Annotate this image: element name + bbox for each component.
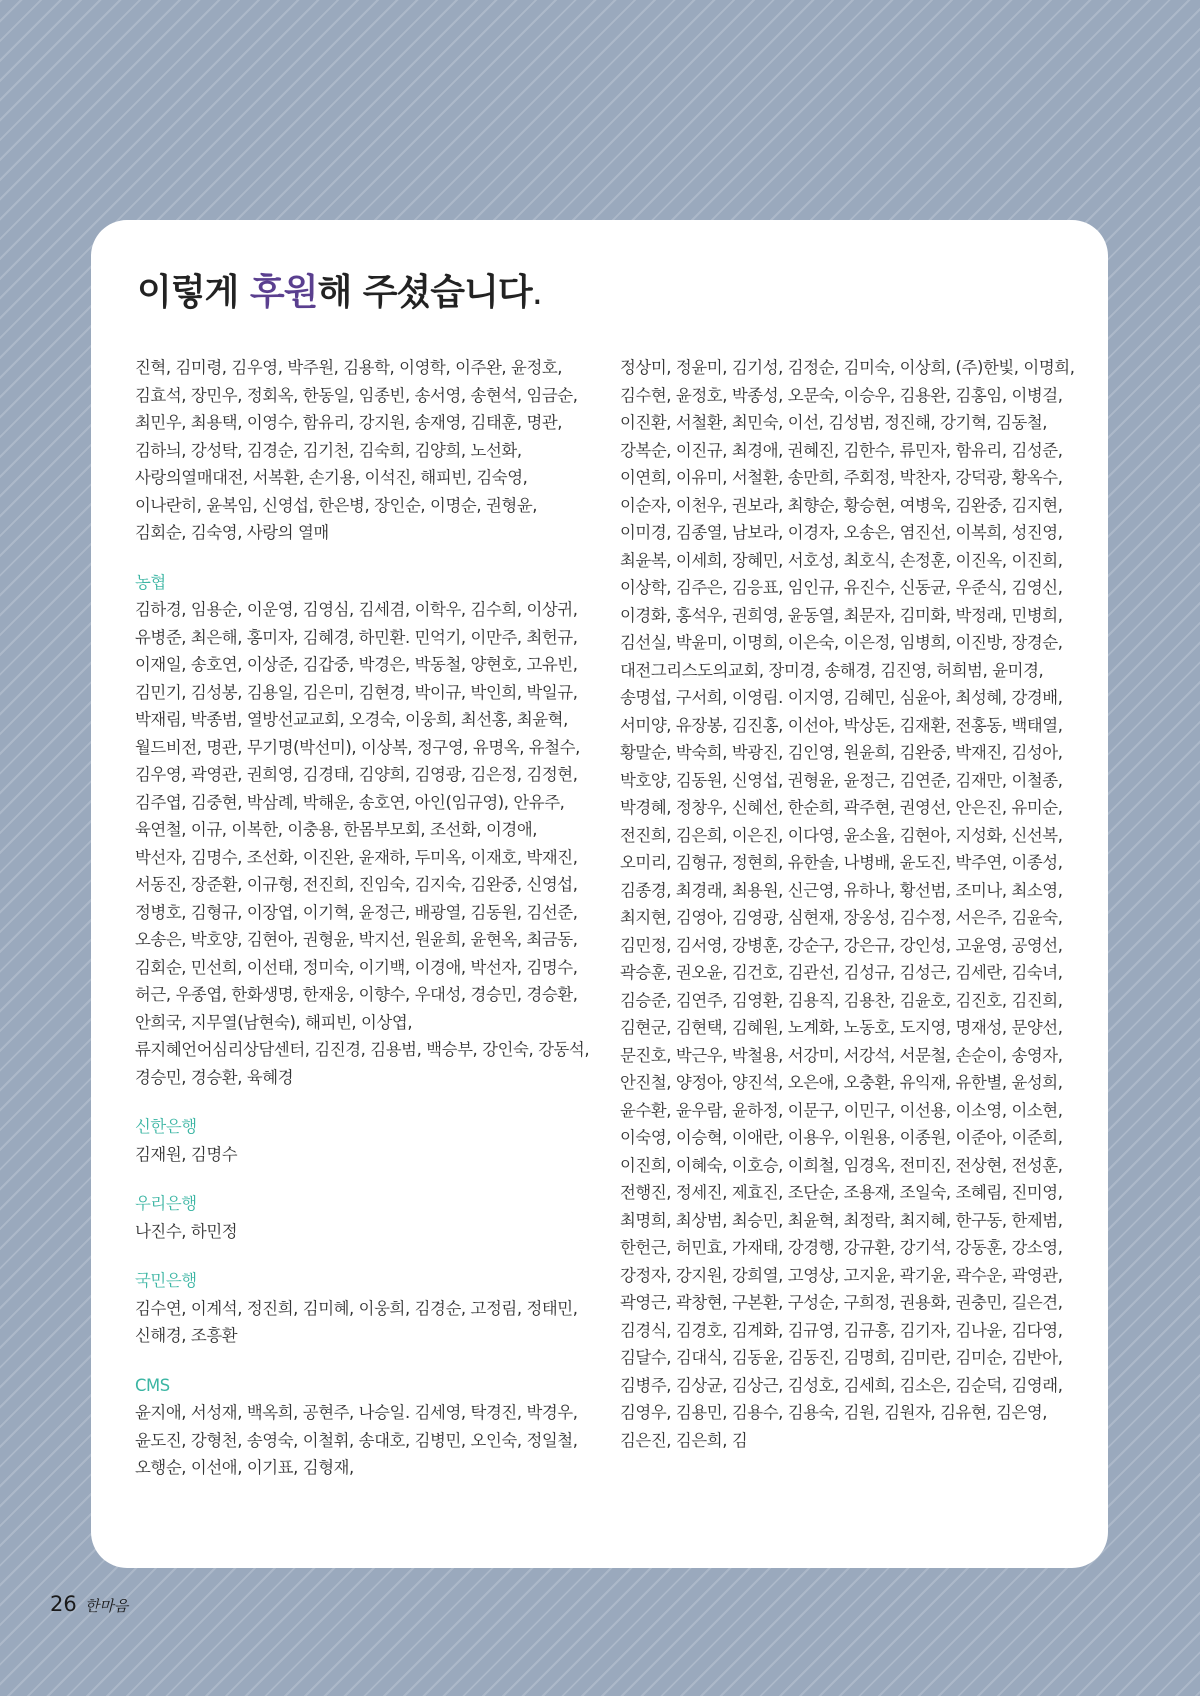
section-heading-cms: CMS [135, 1375, 170, 1395]
donor-list-nonghyup: 김하경, 임용순, 이운영, 김영심, 김세겸, 이학우, 김수희, 이상귀, 유병준, 최은해, 홍미자, 김혜경, 하민환. 민억기, 이만주, 최헌규, 이재일, 송호연, 이상준, 김갑중, 박경은, 박동철, 양현호, 고유빈, 김민기, 김성봉, 김용일, 김은미, 김현경, 박이규, 박인희, 박일규, 박재림, 박종범, 열방선교교회, 오경숙, 이웅희, 최선홍, 최윤혁, 월드비전, 명관, 무기명(박선미), 이상복, 정구영, 유명옥, 유철수, 김우영, 곽영관, 권희영, 김경태, 김양희, 김영광, 김은정, 김정현, 김주엽, 김중현, 박삼례, 박해운, 송호연, 아인(임규영), 안유주, 육연철, 이규, 이복한, 이충용, 한몸부모회, 조선화, 이경애, 박선자, 김명수, 조선화, 이진완, 윤재하, 두미옥, 이재호, 박재진, 서동진, 장준환, 이규형, 전진희, 진임숙, 김지숙, 김완중, 신영섭, 정병호, 김형규, 이장엽, 이기혁, 윤정근, 배광열, 김동원, 김선준, 오송은, 박호양, 김현아, 권형윤, 박지선, 원윤희, 윤현옥, 최금동, 김회순, 민선희, 이선태, 정미숙, 이기백, 이경애, 박선자, 김명수, 허근, 우종엽, 한화생명, 한재웅, 이향수, 우대성, 경승민, 경승환, 안희국, 지무열(남현숙), 해피빈, 이상엽, 류지혜언어심리상담센터, 김진경, 김용범, 백승부, 강인숙, 강동석, 경승민, 경승환, 육혜경 [135, 600, 590, 1087]
right-column [620, 354, 1075, 1454]
donor-list-shinhan-bank: 김재원, 김명수 [135, 1144, 238, 1164]
page-footer [50, 1592, 128, 1622]
donor-list-continued: 정상미, 정윤미, 김기성, 김정순, 김미숙, 이상희, (주)한빛, 이명희, 김수현, 윤정호, 박종성, 오문숙, 이승우, 김용완, 김홍임, 이병걸, 이진환, 서철환, 최민숙, 이선, 김성범, 정진해, 강기혁, 김동철, 강복순, 이진규, 최경애, 권혜진, 김한수, 류민자, 함유리, 김성준, 이연희, 이유미, 서철환, 송만희, 주회정, 박찬자, 강덕광, 황옥수, 이순자, 이천우, 권보라, 최향순, 황승현, 여병욱, 김완중, 김지현, 이미경, 김종열, 남보라, 이경자, 오송은, 염진선, 이복희, 성진영, 최윤복, 이세희, 장혜민, 서호성, 최호식, 손정훈, 이진옥, 이진희, 이상학, 김주은, 김응표, 임인규, 유진수, 신동균, 우준식, 김영신, 이경화, 홍석우, 권희영, 윤동열, 최문자, 김미화, 박정래, 민병희, 김선실, 박윤미, 이명희, 이은숙, 이은정, 임병희, 이진방, 장경순, 대전그리스도의교회, 장미경, 송해경, 김진영, 허희범, 윤미경, 송명섭, 구서희, 이영림. 이지영, 김혜민, 심윤아, 최성혜, 강경배, 서미양, 유장봉, 김진홍, 이선아, 박상돈, 김재환, 전홍동, 백태열, 황말순, 박숙희, 박광진, 김인영, 원윤희, 김완중, 박재진, 김성아, 박호양, 김동원, 신영섭, 권형윤, 윤정근, 김연준, 김재만, 이철종, 박경혜, 정창우, 신혜선, 한순희, 곽주현, 권영선, 안은진, 유미순, 전진희, 김은희, 이은진, 이다영, 윤소율, 김현아, 지성화, 신선복, 오미리, 김형규, 정현희, 유한솔, 나병배, 윤도진, 박주연, 이종성, 김종경, 최경래, 최용원, 신근영, 유하나, 황선범, 조미나, 최소영, 최지현, 김영아, 김영광, 심현재, 장옹성, 김수정, 서은주, 김윤숙, 김민정, 김서영, 강병훈, 강순구, 강은규, 강인성, 고윤영, 공영선, 곽승훈, 권오윤, 김건호, 김관선, 김성규, 김성근, 김세란, 김숙녀, 김승준, 김연주, 김영환, 김용직, 김용찬, 김윤호, 김진호, 김진희, 김현군, 김현택, 김혜원, 노계화, 노동호, 도지영, 명재성, 문양선, 문진호, 박근우, 박철용, 서강미, 서강석, 서문철, 손순이, 송영자, 안진철, 양정아, 양진석, 오은애, 오충환, 유익재, 유한별, 윤성희, 윤수환, 윤우람, 윤하정, 이문구, 이민구, 이선용, 이소영, 이소현, 이숙영, 이승혁, 이애란, 이용우, 이원용, 이종원, 이준아, 이준희, 이진희, 이혜숙, 이호승, 이희철, 임경옥, 전미진, 전상현, 전성훈, 전행진, 정세진, 제효진, 조단순, 조용재, 조일숙, 조혜림, 진미영, 최명희, 최상범, 최승민, 최윤혁, 최정락, 최지혜, 한구동, 한제범, 한헌근, 허민효, 가재태, 강경행, 강규환, 강기석, 강동훈, 강소영, 강정자, 강지원, 강희열, 고영상, 고지윤, 곽기윤, 곽수운, 곽영관, 곽영근, 곽창현, 구본환, 구성순, 구희정, 권용화, 권충민, 길은견, 김경식, 김경호, 김계화, 김규영, 김규흥, 김기자, 김나윤, 김다영, 김달수, 김대식, 김동윤, 김동진, 김명희, 김미란, 김미순, 김반아, 김병주, 김상균, 김상근, 김성호, 김세희, 김소은, 김순덕, 김영래, 김영우, 김용민, 김용수, 김용숙, 김원, 김원자, 김유현, 김은영, 김은진, 김은희, 김 [620, 358, 1075, 1450]
title-period: . [531, 272, 543, 313]
page-number: 26 [50, 1592, 77, 1616]
donor-list-woori-bank: 나진수, 하민정 [135, 1221, 238, 1241]
donor-list-kookmin-bank: 김수연, 이계석, 정진희, 김미혜, 이웅희, 김경순, 고정림, 정태민, 신해경, 조흥환 [135, 1298, 578, 1345]
donor-list-cms: 윤지애, 서성재, 백옥희, 공현주, 나승일. 김세영, 탁경진, 박경우, 윤도진, 강형천, 송영숙, 이철휘, 송대호, 김병민, 오인숙, 정일철, 오행순, 이선애, 이기표, 김형재, [135, 1403, 578, 1477]
title-suffix: 해 주셨습니다 [317, 272, 532, 313]
magazine-logo: 한마음 [84, 1597, 129, 1615]
section-heading-woori-bank: 우리은행 [135, 1194, 197, 1213]
title-prefix: 이렇게 [137, 272, 250, 313]
donor-list-card [91, 220, 1108, 1568]
section-heading-kookmin-bank: 국민은행 [135, 1271, 197, 1290]
section-heading-nonghyup: 농협 [135, 572, 166, 592]
intro-donor-list: 진혁, 김미령, 김우영, 박주원, 김용학, 이영학, 이주완, 윤정호, 김효석, 장민우, 정회옥, 한동일, 임종빈, 송서영, 송현석, 임금순, 최민우, 최용택, 이영수, 함유리, 강지원, 송재영, 김태훈, 명관, 김하늬, 강성탁, 김경순, 김기천, 김숙희, 김양희, 노선화, 사랑의열매대전, 서복환, 손기용, 이석진, 해피빈, 김숙영, 이나란히, 윤복임, 신영섭, 한은병, 장인순, 이명순, 권형윤, 김회순, 김숙영, 사랑의 열매 [135, 358, 578, 542]
section-heading-shinhan-bank: 신한은행 [135, 1117, 197, 1136]
left-column [135, 354, 590, 1482]
page-title [137, 264, 542, 315]
title-highlight: 후원 [249, 272, 318, 313]
